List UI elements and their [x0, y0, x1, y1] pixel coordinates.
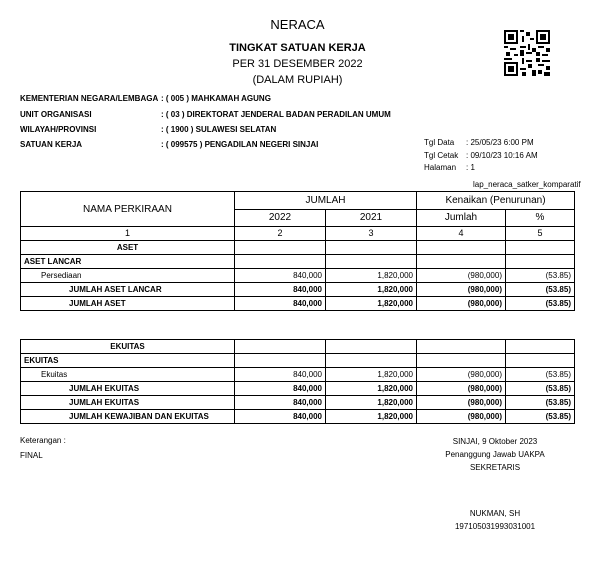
row-diff: (980,000)	[417, 382, 506, 396]
table-row	[21, 297, 575, 311]
meta-label-halaman: Halaman	[424, 163, 457, 172]
row-name: JUMLAH EKUITAS	[21, 396, 235, 410]
meta-value-tgl-cetak: : 09/10/23 10:16 AM	[466, 151, 538, 160]
row-2021: 1,820,000	[326, 269, 417, 283]
row-diff: (980,000)	[417, 283, 506, 297]
section-row	[21, 241, 575, 255]
info-value-kementerian: : ( 005 ) MAHKAMAH AGUNG	[161, 94, 271, 103]
col-number: 3	[326, 227, 417, 241]
col-2022: 2022	[235, 209, 326, 227]
report-unit: (DALAM RUPIAH)	[252, 74, 343, 86]
row-2021: 1,820,000	[326, 297, 417, 311]
footer-keterangan: Keterangan :	[20, 436, 66, 445]
col-jumlah: JUMLAH	[235, 192, 417, 210]
table-row	[21, 382, 575, 396]
row-name: JUMLAH ASET LANCAR	[21, 283, 235, 297]
row-diff: (980,000)	[417, 269, 506, 283]
info-value-unit: : ( 03 ) DIREKTORAT JENDERAL BADAN PERADILAN UMUM	[161, 110, 391, 119]
report-subtitle: TINGKAT SATUAN KERJA	[229, 42, 366, 54]
row-2021: 1,820,000	[326, 283, 417, 297]
table-row	[21, 269, 575, 283]
row-2022: 840,000	[235, 368, 326, 382]
row-diff: (980,000)	[417, 396, 506, 410]
footer-signer-name: NUKMAN, SH	[469, 509, 521, 518]
row-diff: (980,000)	[417, 297, 506, 311]
row-name: JUMLAH EKUITAS	[21, 382, 235, 396]
table-header-row	[21, 192, 575, 210]
row-2022: 840,000	[235, 410, 326, 424]
row-2022: 840,000	[235, 297, 326, 311]
group-label: ASET LANCAR	[21, 255, 235, 269]
col-kenaikan: Kenaikan (Penurunan)	[417, 192, 575, 210]
info-label-unit: UNIT ORGANISASI	[20, 110, 92, 119]
meta-value-halaman: : 1	[466, 163, 475, 172]
meta-label-tgl-cetak: Tgl Cetak	[424, 151, 459, 160]
row-2022: 840,000	[235, 382, 326, 396]
section-row	[21, 340, 575, 354]
row-2022: 840,000	[235, 396, 326, 410]
row-2021: 1,820,000	[326, 396, 417, 410]
report-period: PER 31 DESEMBER 2022	[232, 58, 363, 70]
group-label: EKUITAS	[21, 354, 235, 368]
col-number: 4	[417, 227, 506, 241]
meta-value-tgl-data: : 25/05/23 6:00 PM	[466, 138, 534, 147]
section-label: ASET	[21, 241, 235, 255]
row-name: Ekuitas	[21, 368, 235, 382]
section-label: EKUITAS	[21, 340, 235, 354]
footer-position: SEKRETARIS	[469, 463, 521, 472]
footer-status: FINAL	[20, 451, 43, 460]
ekuitas-table	[20, 339, 575, 424]
row-pct: (53.85)	[506, 396, 575, 410]
row-2021: 1,820,000	[326, 382, 417, 396]
col-pct: %	[506, 209, 575, 227]
row-pct: (53.85)	[506, 283, 575, 297]
row-pct: (53.85)	[506, 368, 575, 382]
info-label-satker: SATUAN KERJA	[20, 140, 83, 149]
footer-signer-nip: 197105031993031001	[454, 522, 536, 531]
info-label-kementerian: KEMENTERIAN NEGARA/LEMBAGA	[20, 94, 159, 103]
info-value-satker: : ( 099575 ) PENGADILAN NEGERI SINJAI	[161, 140, 319, 149]
col-2021: 2021	[326, 209, 417, 227]
row-2022: 840,000	[235, 269, 326, 283]
meta-label-tgl-data: Tgl Data	[424, 138, 455, 147]
group-row	[21, 255, 575, 269]
info-label-wilayah: WILAYAH/PROVINSI	[20, 125, 97, 134]
col-jumlah-sub: Jumlah	[417, 209, 506, 227]
row-2021: 1,820,000	[326, 368, 417, 382]
col-number: 1	[21, 227, 235, 241]
col-number: 2	[235, 227, 326, 241]
row-pct: (53.85)	[506, 269, 575, 283]
row-2022: 840,000	[235, 283, 326, 297]
col-nama-perkiraan: NAMA PERKIRAAN	[21, 192, 235, 227]
row-pct: (53.85)	[506, 410, 575, 424]
report-code: lap_neraca_satker_komparatif	[473, 180, 581, 189]
info-value-wilayah: : ( 1900 ) SULAWESI SELATAN	[161, 125, 277, 134]
col-number: 5	[506, 227, 575, 241]
row-diff: (980,000)	[417, 368, 506, 382]
row-pct: (53.85)	[506, 382, 575, 396]
qr-code-icon	[504, 30, 550, 76]
row-name: Persediaan	[21, 269, 235, 283]
row-2021: 1,820,000	[326, 410, 417, 424]
table-row	[21, 368, 575, 382]
table-row	[21, 396, 575, 410]
table-row	[21, 283, 575, 297]
table-row	[21, 410, 575, 424]
row-name: JUMLAH KEWAJIBAN DAN EKUITAS	[21, 410, 235, 424]
table-number-row	[21, 227, 575, 241]
aset-table	[20, 191, 575, 311]
row-name: JUMLAH ASET	[21, 297, 235, 311]
group-row	[21, 354, 575, 368]
footer-place-date: SINJAI, 9 Oktober 2023	[452, 437, 538, 446]
footer-role: Penanggung Jawab UAKPA	[445, 450, 545, 459]
row-diff: (980,000)	[417, 410, 506, 424]
row-pct: (53.85)	[506, 297, 575, 311]
report-title: NERACA	[270, 17, 325, 32]
